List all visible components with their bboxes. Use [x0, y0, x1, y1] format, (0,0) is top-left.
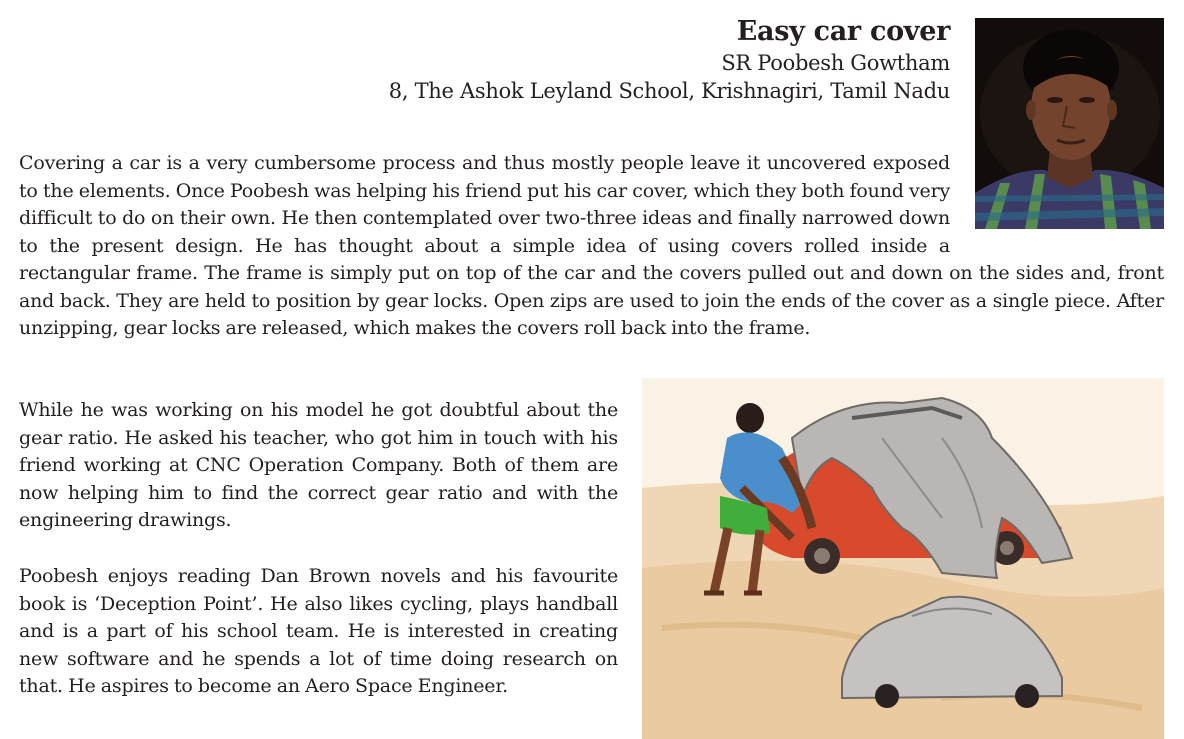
article-header — [389, 15, 950, 105]
photo-wrap-space — [950, 150, 1164, 254]
author-name: SR Poobesh Gowtham — [721, 51, 950, 75]
paragraph-intro-text: Covering a car is a very cumbersome process and thus mostly people leave it uncovered exposed to the elements. Once Poobesh was helping his friend put his car cover, which they both found very difficult to do on their own. He then contemplated over two-three ideas and finally narrowed down to the present design. He has thought about a simple idea of using covers rolled inside a rectangular frame. The frame is simply put on top of the car and the covers pulled out and down on the sides and, front and back. They are held to position by gear locks. Open zips are used to join the ends of the cover as a single piece. After unzipping, gear locks are released, which makes the covers roll back into the frame. — [19, 152, 1164, 339]
paragraph-intro — [19, 150, 1164, 343]
school-name: 8, The Ashok Leyland School, Krishnagiri, Tamil Nadu — [388, 79, 950, 103]
paragraph-hobbies: Poobesh enjoys reading Dan Brown novels and his favourite book is ‘Deception Point’. He also likes cycling, plays handball and is a part of his school team. He is interested in creating new software and he spends a lot of time doing research on that. He aspires to become an Aero Space Engineer. — [19, 565, 618, 697]
article-title: Easy car cover — [736, 16, 950, 47]
paragraph-gear-ratio: While he was working on his model he got doubtful about the gear ratio. He asked his teacher, who got him in touch with his friend working at CNC Operation Company. Both of them are now helping him to find the correct gear ratio and with the engineering drawings. — [19, 399, 618, 531]
car-cover-illustration — [642, 378, 1164, 739]
